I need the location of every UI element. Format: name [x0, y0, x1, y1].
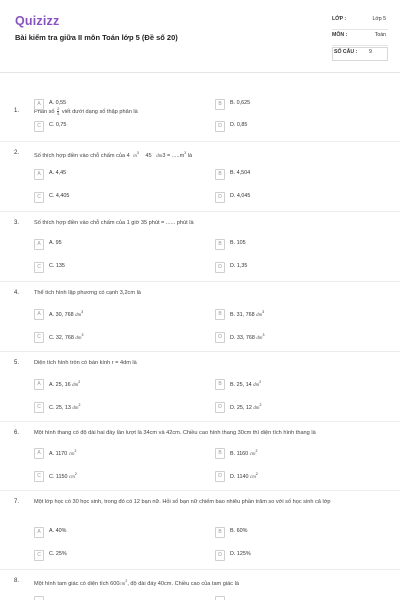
unit: dm: [253, 405, 260, 411]
unit-exponent: 3: [262, 333, 265, 337]
option-letter: C: [34, 192, 44, 203]
option-value: B. 25, 14: [230, 381, 252, 388]
option-text: [49, 472, 77, 480]
option-text: [230, 333, 264, 341]
unit-exponent: 2: [74, 449, 77, 453]
option-letter: B: [215, 527, 225, 538]
option-letter: [215, 596, 225, 600]
option-letter: B: [215, 379, 225, 390]
option-letter: D: [215, 332, 225, 343]
option-value: A. 1170: [49, 450, 68, 457]
question-text: Thể tích hình lập phương có cạnh 3,2cm là: [34, 290, 141, 296]
unit-exponent: 2: [78, 380, 81, 384]
question-divider: [0, 490, 400, 491]
option-letter: A: [34, 99, 44, 110]
fraction: [57, 107, 59, 116]
option-letter: D: [215, 262, 225, 273]
option-letter: D: [215, 402, 225, 413]
question-number: 6.: [14, 430, 20, 436]
option-text: C. 0,75: [49, 122, 67, 128]
option-text: A. 4,45: [49, 170, 67, 176]
unit-exponent: 3: [81, 333, 84, 337]
unit: dm: [72, 382, 79, 388]
unit-exponent: 3: [262, 310, 265, 314]
question-text: Số thích hợp điền vào chỗ chấm của 1 giờ 35 phút = ...... phút là: [34, 220, 194, 226]
unit: dm: [256, 335, 263, 341]
option-letter: C: [34, 121, 44, 132]
option-value: D. 1140: [230, 473, 249, 480]
option-text: B. 105: [230, 240, 246, 246]
meta-subject-value: Toán: [374, 32, 386, 38]
question-text: Diện tích hình tròn có bán kính r = 4dm là: [34, 360, 137, 366]
option-letter: C: [34, 262, 44, 273]
option-letter: C: [34, 402, 44, 413]
question-divider: [0, 351, 400, 352]
unit: cm: [249, 451, 256, 457]
question-divider: [0, 569, 400, 570]
question-number: 1.: [14, 108, 20, 114]
meta-count-value: 9: [369, 49, 372, 55]
option-letter: D: [215, 121, 225, 132]
meta-count-label: SỐ CÂU :: [334, 49, 358, 55]
question-text-part: Số thích hợp điền vào chỗ chấm của 4: [34, 152, 130, 159]
question-text-part: là: [187, 152, 193, 159]
unit-exponent: 2: [78, 403, 81, 407]
unit-exponent: 3: [136, 151, 139, 155]
option-letter: A: [34, 379, 44, 390]
option-value: D. 33, 768: [230, 334, 255, 341]
unit-exponent: 2: [259, 380, 262, 384]
option-text: D. 1,35: [230, 263, 248, 269]
option-text: B. 0,625: [230, 100, 251, 106]
fraction-denominator: 5: [57, 111, 60, 116]
question-text: Một hình thang có độ dài hai đáy lần lượt là 34cm và 42cm. Chiều cao hình thang 30cm thì diện tích hình thang là: [34, 430, 316, 436]
question-number: 8.: [14, 578, 20, 584]
question-number: 2.: [14, 150, 20, 156]
question-number: 4.: [14, 290, 20, 296]
fraction-numerator: 2: [57, 106, 60, 111]
option-letter: A: [34, 527, 44, 538]
unit: cm: [119, 581, 126, 587]
option-value: B. 1160: [230, 450, 249, 457]
option-value: C. 1150: [49, 473, 68, 480]
question-text: [34, 149, 389, 161]
option-text: [49, 380, 80, 388]
meta-class-label: LỚP :: [332, 16, 347, 22]
option-text: D. 125%: [230, 551, 251, 557]
option-value: A. 30, 768: [49, 311, 74, 318]
question-text-part: 3 = .....m: [162, 152, 185, 159]
question-number: 7.: [14, 499, 20, 505]
option-text: [49, 310, 83, 318]
meta-class-value: Lớp 5: [372, 16, 386, 22]
question-text-part: Phân số: [34, 108, 55, 115]
option-text: D. 0,85: [230, 122, 248, 128]
worksheet-title: Bài kiểm tra giữa II môn Toán lớp 5 (Đề số 20): [15, 33, 178, 42]
option-letter: D: [215, 550, 225, 561]
unit: dm: [72, 405, 79, 411]
option-letter: B: [215, 309, 225, 320]
unit: m: [133, 153, 137, 159]
question-text-part: Một hình tam giác có diện tích 600: [34, 580, 120, 587]
question-text: [34, 107, 389, 117]
option-text: [49, 403, 80, 411]
question-divider: [0, 281, 400, 282]
option-letter: A: [34, 169, 44, 180]
option-letter: B: [215, 239, 225, 250]
option-letter: B: [215, 99, 225, 110]
option-value: C. 25, 13: [49, 404, 71, 411]
question-text-part: 45: [145, 152, 152, 159]
question-text: Một lớp học có 30 học sinh, trong đó có 12 bạn nữ. Hỏi số bạn nữ chiếm bao nhiêu phần trăm so với số học sinh cả lớp: [34, 499, 331, 505]
option-text: [49, 449, 76, 457]
question-text-part: viết dưới dạng số thập phân là: [61, 108, 138, 115]
option-letter: D: [215, 471, 225, 482]
option-text: A. 40%: [49, 528, 67, 534]
option-text: C. 4,405: [49, 193, 70, 199]
option-value: C. 32, 768: [49, 334, 74, 341]
meta-subject-row: [332, 30, 388, 46]
question-divider: [0, 211, 400, 212]
unit-exponent: 2: [255, 449, 258, 453]
option-text: [230, 472, 258, 480]
unit: dm: [156, 153, 163, 159]
option-value: B. 31, 768: [230, 311, 255, 318]
question-number: 3.: [14, 220, 20, 226]
unit: cm: [68, 451, 75, 457]
option-letter: A: [34, 448, 44, 459]
option-text: C. 25%: [49, 551, 67, 557]
option-text: A. 0,55: [49, 100, 67, 106]
option-text: C. 135: [49, 263, 65, 269]
unit: dm: [75, 312, 82, 318]
unit-exponent: 3: [81, 310, 84, 314]
option-letter: C: [34, 471, 44, 482]
option-text: [49, 333, 83, 341]
option-text: [230, 310, 264, 318]
option-text: [230, 380, 261, 388]
unit-exponent: 3: [184, 151, 187, 155]
unit-exponent: 2: [259, 403, 262, 407]
question-text: [34, 577, 389, 589]
option-letter: D: [215, 192, 225, 203]
option-value: D. 25, 12: [230, 404, 252, 411]
option-text: [230, 403, 261, 411]
unit: dm: [75, 335, 82, 341]
option-letter: B: [215, 448, 225, 459]
option-letter: A: [34, 309, 44, 320]
option-value: A. 25, 16: [49, 381, 71, 388]
header-divider: [0, 72, 400, 73]
question-divider: [0, 141, 400, 142]
unit-exponent: 2: [255, 472, 258, 476]
question-number: 5.: [14, 360, 20, 366]
meta-subject-label: MÔN :: [332, 32, 348, 38]
unit-exponent: 2: [125, 579, 128, 583]
option-text: D. 4,045: [230, 193, 251, 199]
unit: cm: [249, 474, 256, 480]
unit: dm: [256, 312, 263, 318]
option-letter: C: [34, 332, 44, 343]
unit: dm: [253, 382, 260, 388]
option-letter: C: [34, 550, 44, 561]
option-letter: A: [34, 239, 44, 250]
worksheet-header: [0, 0, 400, 75]
meta-count-row: [332, 47, 388, 61]
option-text: B. 60%: [230, 528, 248, 534]
option-text: A. 95: [49, 240, 62, 246]
unit: cm: [68, 474, 75, 480]
option-letter: B: [215, 169, 225, 180]
question-text-part: , độ dài đáy 40cm. Chiều cao của tam giác là: [127, 580, 239, 587]
meta-class-row: [332, 14, 388, 30]
unit-exponent: 2: [74, 472, 77, 476]
option-letter: [34, 596, 44, 600]
question-divider: [0, 421, 400, 422]
option-text: [230, 449, 257, 457]
quizizz-logo: Quizizz: [15, 14, 60, 28]
worksheet-meta: [332, 14, 388, 61]
option-text: B. 4,504: [230, 170, 251, 176]
